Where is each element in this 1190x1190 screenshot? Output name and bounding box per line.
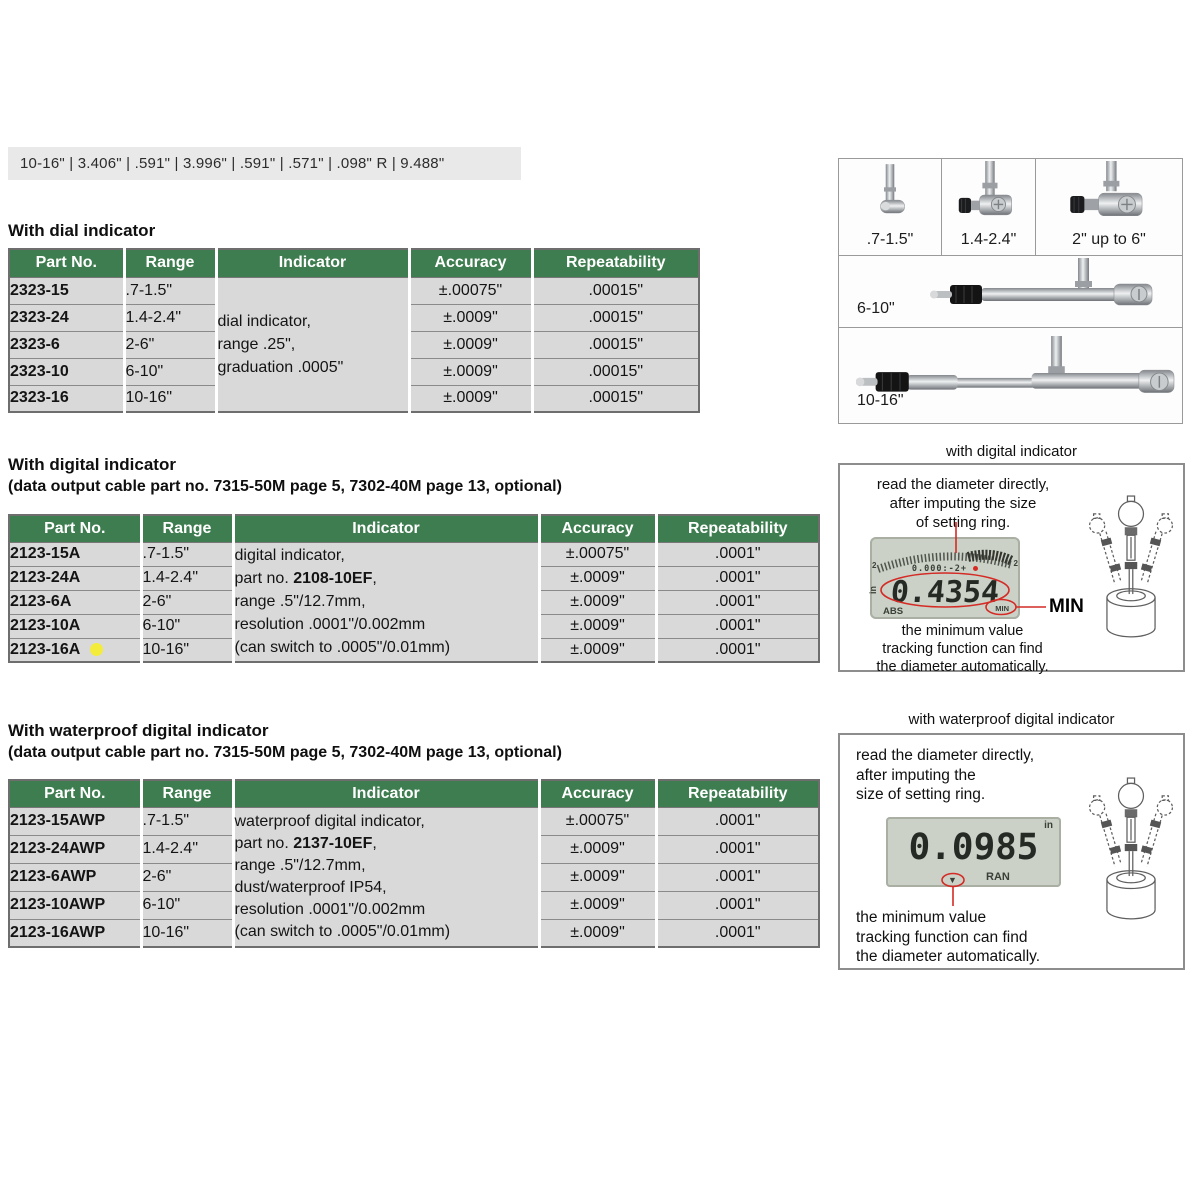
table-row xyxy=(9,542,819,566)
section-subtitle-waterproof: (data output cable part no. 7315-50M page 5, 7302-40M page 13, optional) xyxy=(8,744,562,761)
lcd-unit: in xyxy=(868,586,878,594)
indicator-line: range .25", xyxy=(217,335,296,353)
digital-box-caption: with digital indicator xyxy=(946,443,1077,460)
repeatability: .0001" xyxy=(656,807,819,835)
repeatability: .0001" xyxy=(656,614,819,638)
range: 10-16" xyxy=(141,638,233,662)
repeatability: .0001" xyxy=(656,891,819,919)
repeatability: .0001" xyxy=(656,919,819,947)
col-header-part: Part No. xyxy=(9,780,141,807)
digital-indicator-table xyxy=(8,514,820,663)
probe-head-image xyxy=(951,161,1027,229)
indicator-part-suffix: , xyxy=(372,834,377,852)
waterproof-box-caption: with waterproof digital indicator xyxy=(908,711,1115,728)
lcd-red-dot xyxy=(973,566,978,571)
range: 1.4-2.4" xyxy=(141,566,233,590)
probe-photo-2-6 xyxy=(1057,159,1161,231)
min-callout-label: MIN xyxy=(1049,596,1084,617)
part-no: 2123-24AWP xyxy=(9,835,141,863)
lcd-value: 0.4354 xyxy=(889,575,1001,610)
text-line: read the diameter directly, xyxy=(856,747,1035,764)
new-product-highlight-dot xyxy=(90,643,103,656)
range: 10-16" xyxy=(124,385,216,412)
lcd-display-digital xyxy=(870,537,1020,619)
text-line: the minimum value xyxy=(901,623,1024,639)
repeatability: .0001" xyxy=(656,638,819,662)
col-header-accuracy: Accuracy xyxy=(409,249,532,277)
lcd-aux-text: 0.000:-2+ xyxy=(911,564,967,574)
col-header-range: Range xyxy=(124,249,216,277)
dimension-strip xyxy=(8,147,521,180)
part-no: 2123-24A xyxy=(9,566,141,590)
size-label: 10-16" xyxy=(857,392,904,409)
part-no: 2123-6AWP xyxy=(9,863,141,891)
digital-indicator-info-box xyxy=(838,463,1185,675)
indicator-line: graduation .0005" xyxy=(217,358,344,376)
lcd-min-badge: MIN xyxy=(995,604,1009,613)
accuracy: ±.0009" xyxy=(409,304,532,331)
accuracy: ±.00075" xyxy=(409,277,532,304)
text-line: size of setting ring. xyxy=(856,786,986,803)
setting-ring-illustration xyxy=(1082,479,1180,661)
part-no-text: 2123-16A xyxy=(10,640,81,658)
indicator-part-prefix: part no. xyxy=(234,570,294,588)
size-cell-14-24 xyxy=(941,159,1035,255)
range: .7-1.5" xyxy=(141,542,233,566)
setting-ring-illustration xyxy=(1082,757,1180,947)
text-line: after imputing the xyxy=(856,766,976,784)
col-header-indicator: Indicator xyxy=(233,780,539,807)
part-no: 2123-6A xyxy=(9,590,141,614)
range: 6-10" xyxy=(141,614,233,638)
lcd-abs-label: ABS xyxy=(883,606,904,617)
part-no: 2123-10AWP xyxy=(9,891,141,919)
tracking-function-text xyxy=(840,622,1085,676)
indicator-description xyxy=(216,277,409,412)
section-subtitle-digital: (data output cable part no. 7315-50M page 5, 7302-40M page 13, optional) xyxy=(8,478,562,495)
table-header-row xyxy=(9,515,819,542)
part-no: 2123-15A xyxy=(9,542,141,566)
accuracy: ±.0009" xyxy=(539,891,656,919)
part-no: 2123-16AWP xyxy=(9,919,141,947)
part-no: 2123-15AWP xyxy=(9,807,141,835)
lcd-aux-row xyxy=(870,564,1020,574)
size-label: .7-1.5" xyxy=(866,231,914,248)
repeatability: .0001" xyxy=(656,835,819,863)
part-no: 2123-10A xyxy=(9,614,141,638)
accuracy: ±.0009" xyxy=(539,835,656,863)
text-line: the diameter automatically. xyxy=(856,948,1041,965)
part-no: 2323-6 xyxy=(9,331,124,358)
text-line: tracking function can find xyxy=(856,928,1028,946)
accuracy: ±.0009" xyxy=(539,638,656,662)
part-no: 2323-10 xyxy=(9,358,124,385)
col-header-range: Range xyxy=(141,515,233,542)
section-title-digital: With digital indicator xyxy=(8,455,176,474)
dimension-values: 10-16" | 3.406" | .591" | 3.996" | .591" | .571" | .098" R | 9.488" xyxy=(20,155,445,172)
indicator-part-number: 2137-10EF xyxy=(293,834,373,852)
probe-head-image xyxy=(860,161,920,229)
size-cell-2-6 xyxy=(1035,159,1182,255)
indicator-line: dust/waterproof IP54, xyxy=(234,878,387,896)
part-no: 2323-16 xyxy=(9,385,124,412)
accuracy: ±.0009" xyxy=(409,331,532,358)
repeatability: .00015" xyxy=(532,304,699,331)
read-diameter-text xyxy=(856,746,1076,805)
size-label: 6-10" xyxy=(857,300,895,317)
repeatability: .00015" xyxy=(532,385,699,412)
tracking-function-text xyxy=(856,908,1086,967)
lcd-min-arrow: ▼ xyxy=(948,875,957,885)
part-no: 2323-24 xyxy=(9,304,124,331)
gauge-photo-10-16 xyxy=(856,336,1178,414)
lcd-unit: in xyxy=(1044,820,1053,831)
indicator-part-prefix: part no. xyxy=(234,834,294,852)
indicator-line: (can switch to .0005"/0.01mm) xyxy=(234,922,451,940)
range: 2-6" xyxy=(141,863,233,891)
text-line: the diameter automatically. xyxy=(876,659,1049,675)
probe-head-image xyxy=(1057,161,1161,229)
col-header-part: Part No. xyxy=(9,515,141,542)
size-label: 2" up to 6" xyxy=(1072,231,1146,248)
size-label: 1.4-2.4" xyxy=(960,231,1017,248)
repeatability: .0001" xyxy=(656,863,819,891)
size-row-6-10 xyxy=(839,256,1182,328)
range: 1.4-2.4" xyxy=(141,835,233,863)
range: 1.4-2.4" xyxy=(124,304,216,331)
part-no xyxy=(9,638,141,662)
indicator-description xyxy=(233,807,539,947)
table-row xyxy=(9,277,699,304)
range: 6-10" xyxy=(124,358,216,385)
accuracy: ±.0009" xyxy=(409,358,532,385)
indicator-part-number: 2108-10EF xyxy=(293,570,373,588)
col-header-part: Part No. xyxy=(9,249,124,277)
indicator-line: resolution .0001"/0.002mm xyxy=(234,616,426,634)
col-header-indicator: Indicator xyxy=(216,249,409,277)
col-header-indicator: Indicator xyxy=(233,515,539,542)
range: 2-6" xyxy=(141,590,233,614)
range: .7-1.5" xyxy=(141,807,233,835)
accuracy: ±.00075" xyxy=(539,542,656,566)
indicator-line: digital indicator, xyxy=(234,547,345,565)
probe-photo-07-15 xyxy=(860,159,920,231)
gauge-photo-6-10 xyxy=(926,258,1178,320)
indicator-line: (can switch to .0005"/0.01mm) xyxy=(234,639,451,657)
accuracy: ±.0009" xyxy=(539,614,656,638)
col-header-repeatability: Repeatability xyxy=(656,515,819,542)
indicator-line xyxy=(235,833,538,855)
indicator-part-suffix: , xyxy=(372,570,377,588)
indicator-description xyxy=(233,542,539,662)
accuracy: ±.0009" xyxy=(539,590,656,614)
col-header-repeatability: Repeatability xyxy=(656,780,819,807)
col-header-accuracy: Accuracy xyxy=(539,780,656,807)
col-header-range: Range xyxy=(141,780,233,807)
lcd-mode-label: RAN xyxy=(986,871,1010,883)
text-line: read the diameter directly, xyxy=(876,476,1050,493)
accuracy: ±.0009" xyxy=(539,863,656,891)
text-line: tracking function can find xyxy=(882,641,1043,657)
size-guide-top-row xyxy=(839,159,1182,256)
waterproof-indicator-info-box xyxy=(838,733,1185,970)
repeatability: .00015" xyxy=(532,358,699,385)
indicator-line: waterproof digital indicator, xyxy=(234,812,425,830)
indicator-line: range .5"/12.7mm, xyxy=(234,593,366,611)
col-header-accuracy: Accuracy xyxy=(539,515,656,542)
text-line: of setting ring. xyxy=(915,514,1011,531)
read-diameter-text xyxy=(848,475,1078,532)
indicator-line: dial indicator, xyxy=(217,312,311,330)
size-guide-grid xyxy=(838,158,1183,424)
indicator-line: resolution .0001"/0.002mm xyxy=(234,900,426,918)
range: 2-6" xyxy=(124,331,216,358)
size-row-10-16 xyxy=(839,328,1182,422)
lcd-value: 0.0985 xyxy=(907,827,1040,868)
scale-end-left: 2 xyxy=(872,561,877,570)
accuracy: ±.00075" xyxy=(539,807,656,835)
text-line: after imputing the size xyxy=(889,495,1037,512)
lcd-display-waterproof xyxy=(886,817,1061,887)
indicator-line: range .5"/12.7mm, xyxy=(234,856,366,874)
waterproof-indicator-table xyxy=(8,779,820,948)
table-header-row xyxy=(9,249,699,277)
range: 6-10" xyxy=(141,891,233,919)
range: 10-16" xyxy=(141,919,233,947)
repeatability: .00015" xyxy=(532,331,699,358)
scale-end-right: 2 xyxy=(1013,559,1018,568)
part-no: 2323-15 xyxy=(9,277,124,304)
accuracy: ±.0009" xyxy=(539,919,656,947)
probe-photo-14-24 xyxy=(951,159,1027,231)
accuracy: ±.0009" xyxy=(539,566,656,590)
table-row xyxy=(9,807,819,835)
indicator-line xyxy=(235,567,538,590)
repeatability: .0001" xyxy=(656,542,819,566)
table-header-row xyxy=(9,780,819,807)
col-header-repeatability: Repeatability xyxy=(532,249,699,277)
range: .7-1.5" xyxy=(124,277,216,304)
section-title-waterproof: With waterproof digital indicator xyxy=(8,721,269,740)
repeatability: .0001" xyxy=(656,590,819,614)
accuracy: ±.0009" xyxy=(409,385,532,412)
text-line: the minimum value xyxy=(856,909,987,926)
dial-indicator-table xyxy=(8,248,700,413)
section-title-dial: With dial indicator xyxy=(8,221,156,240)
size-cell-07-15 xyxy=(839,159,941,255)
repeatability: .00015" xyxy=(532,277,699,304)
repeatability: .0001" xyxy=(656,566,819,590)
